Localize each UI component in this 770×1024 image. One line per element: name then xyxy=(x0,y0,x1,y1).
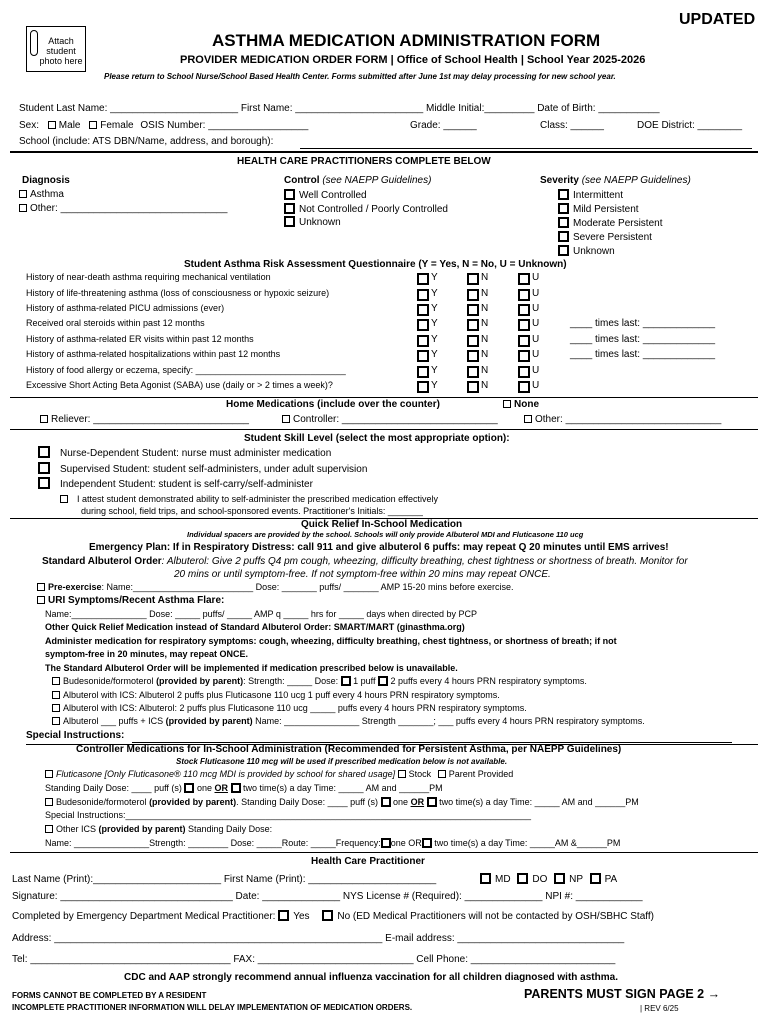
credential-options[interactable]: MD DO NP PA xyxy=(480,873,617,886)
address-line[interactable]: Address: ___________________________________________________________ E-mail address: ______________________________ xyxy=(12,933,625,944)
risk-question-6: History of asthma-related hospitalizations within past 12 months xyxy=(26,349,281,359)
sex-label: Sex: xyxy=(19,120,40,131)
risk-question-5: History of asthma-related ER visits within past 12 months xyxy=(26,334,254,344)
paperclip-icon xyxy=(30,30,38,56)
risk-y-checkbox[interactable] xyxy=(417,304,429,316)
sex-row xyxy=(19,120,308,132)
option-albuterol-ics-3[interactable]: Albuterol ___ puffs + ICS (provided by parent) Name: _______________ Strength _______; ___ puffs every 4 hours PRN respiratory symptoms. xyxy=(52,716,645,726)
standard-albuterol-line-1: Standard Albuterol Order: Albuterol: Give 2 puffs Q4 pm cough, wheezing, difficulty breathing, chest tightness or shortness of breath. Monitor for xyxy=(42,556,688,567)
uri-details[interactable]: Name:_______________ Dose: _____ puffs/ _____ AMP q _____ hrs for _____ days when directed by PCP xyxy=(45,609,477,619)
control-unknown[interactable]: Unknown xyxy=(284,216,341,229)
student-name-line[interactable]: Student Last Name: _______________________ First Name: _______________________ Middle Initial:_________ Date of Birth: ___________ xyxy=(19,103,660,114)
osis-field[interactable]: OSIS Number: __________________ xyxy=(140,120,309,131)
risk-y-checkbox[interactable] xyxy=(417,381,429,393)
option-albuterol-ics-1[interactable]: Albuterol with ICS: Albuterol 2 puffs plus Fluticasone 110 ucg 1 puff every 4 hours PRN respiratory symptoms. xyxy=(52,690,500,700)
male-label: Male xyxy=(58,120,81,131)
spacer-note: Individual spacers are provided by the school. Schools will only provide Albuterol MDI and Fluticasone 110 ucg xyxy=(187,530,584,539)
option-albuterol-ics-2[interactable]: Albuterol with ICS: Albuterol: 2 puffs plus Fluticasone 110 ucg _____ puffs every 4 hours PRN respiratory symptoms. xyxy=(52,703,527,713)
section-divider xyxy=(10,151,758,153)
risk-n-checkbox[interactable] xyxy=(467,366,479,378)
risk-n-label: N xyxy=(481,365,489,376)
revision-label: | REV 6/25 xyxy=(640,1004,679,1013)
pre-exercise-option[interactable]: Pre-exercise: Name:________________________ Dose: _______ puffs/ _______ AMP 15-20 mins before exercise. xyxy=(37,582,514,592)
risk-n-checkbox[interactable] xyxy=(467,381,479,393)
risk-question-7: History of food allergy or eczema, specify: ______________________________ xyxy=(26,365,346,375)
implement-note: The Standard Albuterol Order will be implemented if medication prescribed below is unavailable. xyxy=(45,663,458,673)
risk-n-checkbox[interactable] xyxy=(467,289,479,301)
times-last-er[interactable]: ____ times last: _____________ xyxy=(570,334,716,345)
controller-special[interactable]: Special Instructions:_________________________________________________________________________________ xyxy=(45,810,531,820)
practitioner-name-line[interactable]: Last Name (Print):_______________________ First Name (Print): _______________________ xyxy=(12,874,437,885)
risk-u-label: U xyxy=(532,365,540,376)
risk-y-checkbox[interactable] xyxy=(417,366,429,378)
attest-line-2[interactable]: during school, field trips, and school-sponsored events. Practitioner's Initials: _______ xyxy=(81,506,423,516)
risk-u-checkbox[interactable] xyxy=(518,350,530,362)
risk-u-label: U xyxy=(532,288,540,299)
parents-sign-note: PARENTS MUST SIGN PAGE 2 → xyxy=(524,987,721,1001)
risk-question-3: History of asthma-related PICU admissions (ever) xyxy=(26,303,225,313)
ed-practitioner-row[interactable]: Completed by Emergency Department Medical Practitioner: Yes No (ED Medical Practitioners will not be contacted by OSH/SBHC Staff) xyxy=(12,911,654,922)
administer-line-2: symptom-free in 20 minutes, may repeat ONCE. xyxy=(45,649,249,659)
severity-title: Severity (see NAEPP Guidelines) xyxy=(540,175,691,186)
risk-y-label: Y xyxy=(431,318,438,329)
resident-note: FORMS CANNOT BE COMPLETED BY A RESIDENT xyxy=(12,991,207,1000)
risk-n-label: N xyxy=(481,334,489,345)
risk-u-checkbox[interactable] xyxy=(518,289,530,301)
risk-question-2: History of life-threatening asthma (loss of consciousness or hypoxic seizure) xyxy=(26,288,330,298)
incomplete-note: INCOMPLETE PRACTITIONER INFORMATION WILL DELAY IMPLEMENTATION OF MEDICATION ORDERS. xyxy=(12,1003,413,1012)
female-checkbox[interactable] xyxy=(89,121,97,129)
risk-n-checkbox[interactable] xyxy=(467,335,479,347)
option-budesonide[interactable]: Budesonide/formoterol (provided by parent): Strength: _____ Dose: 1 puff 2 puffs every 4 hours PRN respiratory symptoms. xyxy=(52,676,587,686)
male-checkbox[interactable] xyxy=(48,121,56,129)
controller-stock-note: Stock Fluticasone 110 mcg will be used if prescribed medication below is not available. xyxy=(176,757,508,766)
updated-label: UPDATED xyxy=(679,11,756,28)
risk-n-label: N xyxy=(481,318,489,329)
female-label: Female xyxy=(100,120,134,131)
school-input-line[interactable] xyxy=(300,148,752,149)
skill-independent[interactable]: Independent Student: student is self-carry/self-administer xyxy=(38,477,313,491)
home-meds-other[interactable]: Other: ____________________________ xyxy=(524,414,721,426)
home-meds-divider xyxy=(10,429,758,430)
form-subtitle: PROVIDER MEDICATION ORDER FORM | Office of School Health | School Year 2025-2026 xyxy=(180,54,646,66)
times-last-steroids[interactable]: ____ times last: _____________ xyxy=(570,318,716,329)
times-last-hosp[interactable]: ____ times last: _____________ xyxy=(570,349,716,360)
risk-n-label: N xyxy=(481,272,489,283)
risk-question-8: Excessive Short Acting Beta Agonist (SABA) use (daily or > 2 times a week)? xyxy=(26,380,333,390)
photo-label: Attach student photo here xyxy=(39,36,83,66)
home-meds-none[interactable]: None xyxy=(503,399,539,411)
controller-title: Controller Medications for In-School Administration (Recommended for Persistent Asthma, per NAEPP Guidelines) xyxy=(76,744,622,755)
tel-line[interactable]: Tel: ____________________________________ FAX: ____________________________ Cell Phone: __________________________ xyxy=(12,954,616,965)
controller-divider xyxy=(10,852,758,853)
risk-n-label: N xyxy=(481,303,489,314)
risk-n-checkbox[interactable] xyxy=(467,304,479,316)
control-title: Control (see NAEPP Guidelines) xyxy=(284,175,432,186)
grade-field[interactable]: Grade: ______ xyxy=(410,120,477,131)
other-ics-option[interactable]: Other ICS (provided by parent) Standing Daily Dose: xyxy=(45,824,272,834)
risk-y-checkbox[interactable] xyxy=(417,319,429,331)
risk-y-label: Y xyxy=(431,380,438,391)
home-meds-controller[interactable]: Controller: ____________________________ xyxy=(282,414,498,426)
administer-line-1: Administer medication for respiratory symptoms: cough, wheezing, difficulty breathing, chest tightness, or shortness of breath; if not xyxy=(45,636,617,646)
doe-district-field[interactable]: DOE District: ________ xyxy=(637,120,743,131)
risk-y-label: Y xyxy=(431,365,438,376)
risk-n-checkbox[interactable] xyxy=(467,350,479,362)
skill-nurse-dependent[interactable]: Nurse-Dependent Student: nurse must administer medication xyxy=(38,446,331,460)
risk-u-checkbox[interactable] xyxy=(518,304,530,316)
diagnosis-asthma[interactable]: Asthma xyxy=(19,189,64,201)
risk-y-label: Y xyxy=(431,349,438,360)
diagnosis-other[interactable]: Other: ______________________________ xyxy=(19,203,227,215)
skill-title: Student Skill Level (select the most appropriate option): xyxy=(244,433,510,444)
risk-y-label: Y xyxy=(431,272,438,283)
risk-y-label: Y xyxy=(431,334,438,345)
fluticasone-option[interactable]: Fluticasone [Only Fluticasone® 110 mcg MDI is provided by school for shared usage] Stock Parent Provided xyxy=(45,769,513,779)
severity-intermittent[interactable]: Intermittent xyxy=(558,189,623,202)
skill-supervised[interactable]: Supervised Student: student self-administers, under adult supervision xyxy=(38,462,367,476)
attest-line-1[interactable]: I attest student demonstrated ability to self-administer the prescribed medication effectively xyxy=(60,494,438,504)
risk-title: Student Asthma Risk Assessment Questionnaire (Y = Yes, N = No, U = Unknown) xyxy=(184,259,567,270)
home-meds-title: Home Medications (include over the counter) xyxy=(226,399,440,410)
hcp-heading: HEALTH CARE PRACTITIONERS COMPLETE BELOW xyxy=(237,156,491,167)
risk-u-checkbox[interactable] xyxy=(518,335,530,347)
budesonide-controller[interactable]: Budesonide/formoterol (provided by parent). Standing Daily Dose: ____ puff (s) one OR two time(s) a day Time: _____ AM and ______PM xyxy=(45,797,639,807)
risk-u-checkbox[interactable] xyxy=(518,319,530,331)
risk-u-checkbox[interactable] xyxy=(518,381,530,393)
practitioner-title: Health Care Practitioner xyxy=(311,856,425,867)
quick-relief-special[interactable]: Special Instructions: xyxy=(26,730,125,741)
severity-mild[interactable]: Mild Persistent xyxy=(558,203,639,216)
signature-line[interactable]: Signature: _______________________________ Date: ______________ NYS License # (Required): ______________ NPI #: ____________ xyxy=(12,891,643,902)
risk-n-label: N xyxy=(481,288,489,299)
risk-u-label: U xyxy=(532,303,540,314)
risk-n-checkbox[interactable] xyxy=(467,319,479,331)
risk-u-label: U xyxy=(532,334,540,345)
quick-relief-title: Quick Relief In-School Medication xyxy=(301,519,463,530)
class-field[interactable]: Class: ______ xyxy=(540,120,604,131)
home-meds-reliever[interactable]: Reliever: ____________________________ xyxy=(40,414,249,426)
form-title: ASTHMA MEDICATION ADMINISTRATION FORM xyxy=(212,31,601,50)
risk-y-label: Y xyxy=(431,288,438,299)
diagnosis-title: Diagnosis xyxy=(22,175,70,186)
risk-u-label: U xyxy=(532,349,540,360)
risk-divider xyxy=(10,397,758,398)
return-note: Please return to School Nurse/School Based Health Center. Forms submitted after June 1st may delay processing for new school year. xyxy=(104,72,616,81)
risk-y-checkbox[interactable] xyxy=(417,350,429,362)
risk-u-label: U xyxy=(532,272,540,283)
standard-albuterol-line-2: 20 mins or until symptom-free. If not symptom-free within 20 mins may repeat ONCE. xyxy=(174,569,551,580)
severity-moderate[interactable]: Moderate Persistent xyxy=(558,217,663,230)
uri-option[interactable]: URI Symptoms/Recent Asthma Flare: xyxy=(37,595,224,607)
school-label: School (include: ATS DBN/Name, address, and borough): xyxy=(19,136,274,147)
cdc-note: CDC and AAP strongly recommend annual influenza vaccination for all children diagnosed with asthma. xyxy=(124,972,618,983)
risk-u-checkbox[interactable] xyxy=(518,366,530,378)
emergency-plan: Emergency Plan: If in Respiratory Distress: call 911 and give albuterol 6 puffs: may repeat Q 20 minutes until EMS arrives! xyxy=(89,542,669,553)
control-well[interactable]: Well Controlled xyxy=(284,189,367,202)
risk-y-label: Y xyxy=(431,303,438,314)
risk-y-checkbox[interactable] xyxy=(417,273,429,285)
standing-dose-fluticasone[interactable]: Standing Daily Dose: ____ puff (s) one OR two time(s) a day Time: _____ AM and ______PM xyxy=(45,783,443,793)
quick-relief-special-line[interactable] xyxy=(132,742,732,743)
risk-n-label: N xyxy=(481,380,489,391)
risk-u-checkbox[interactable] xyxy=(518,273,530,285)
risk-y-checkbox[interactable] xyxy=(417,335,429,347)
risk-question-4: Received oral steroids within past 12 months xyxy=(26,318,205,328)
risk-question-1: History of near-death asthma requiring mechanical ventilation xyxy=(26,272,271,282)
risk-u-label: U xyxy=(532,318,540,329)
photo-box[interactable] xyxy=(26,26,86,72)
severity-severe[interactable]: Severe Persistent xyxy=(558,231,652,244)
other-quick-relief: Other Quick Relief Medication instead of Standard Albuterol Order: SMART/MART (ginasthma.org) xyxy=(45,622,465,632)
risk-n-checkbox[interactable] xyxy=(467,273,479,285)
severity-unknown[interactable]: Unknown xyxy=(558,245,615,258)
other-ics-details[interactable]: Name: _______________Strength: ________ Dose: _____Route: _____Frequency: one OR two time(s) a day Time: _____AM &______PM xyxy=(45,838,621,848)
control-not[interactable]: Not Controlled / Poorly Controlled xyxy=(284,203,448,216)
risk-y-checkbox[interactable] xyxy=(417,289,429,301)
risk-u-label: U xyxy=(532,380,540,391)
risk-n-label: N xyxy=(481,349,489,360)
